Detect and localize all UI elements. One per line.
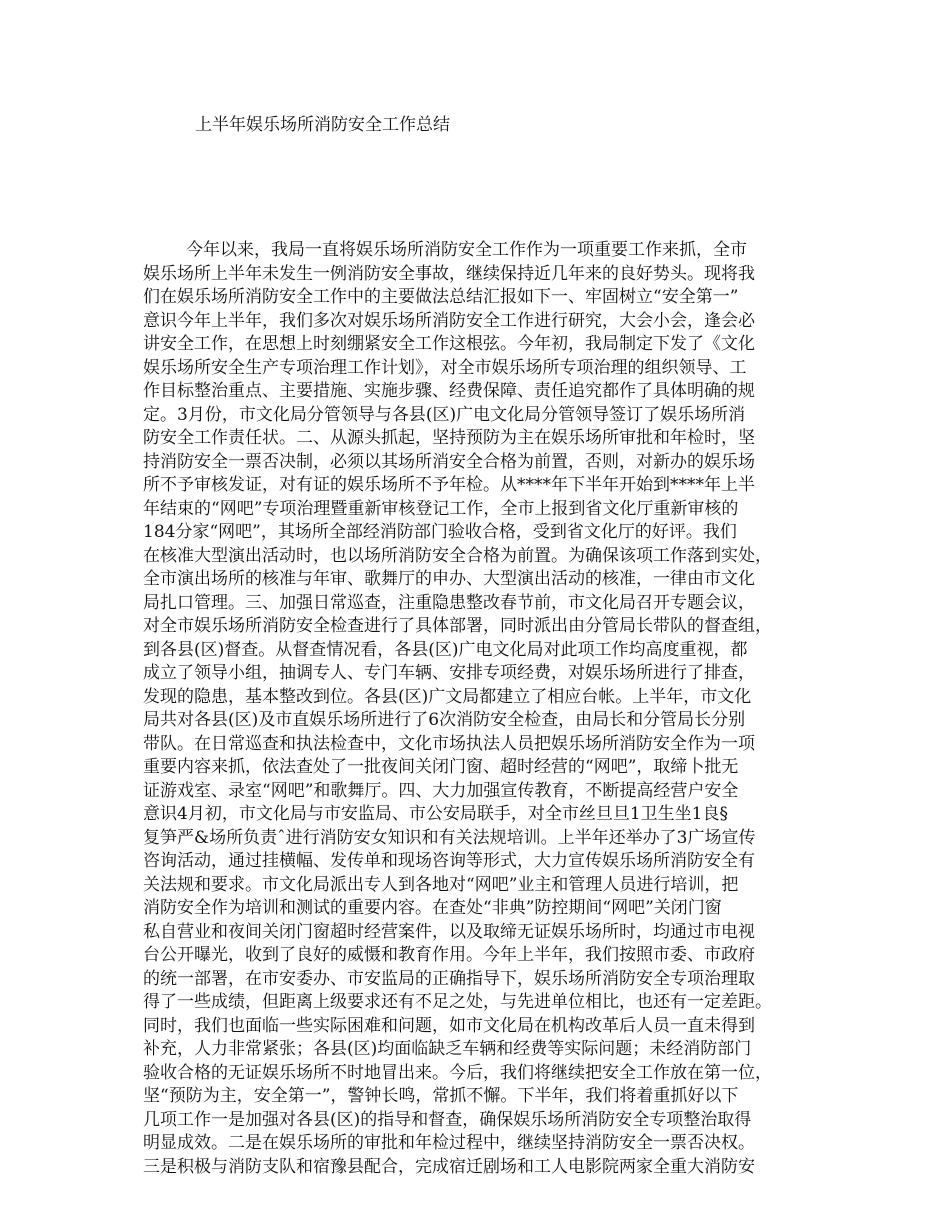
document-body bbox=[143, 239, 823, 1179]
body-line: 三是积极与消防支队和宿豫县配合，完成宿迁剧场和工人电影院两家全重大消防安 bbox=[143, 1156, 755, 1177]
body-line: 作目标整治重点、主要措施、实施步骤、经费保障、责任追究都作了具体明确的规 bbox=[143, 381, 755, 401]
body-line: 带队。在日常巡查和执法检查中，文化市场执法人员把娱乐场所消防安全作为一项 bbox=[143, 733, 755, 754]
body-line: 定。3月份，市文化局分管领导与各县(区)广电文化局分管领导签订了娱乐场所消 bbox=[143, 404, 746, 425]
body-line: 意识4月初，市文化局与市安监局、市公安局联手，对全市丝旦旦1卫生坐1良§ bbox=[143, 804, 728, 824]
body-line: 到各县(区)督查。从督查情况看，各县(区)广电文化局对此项工作均高度重视，都 bbox=[143, 639, 748, 660]
body-line: 台公开曝光，收到了良好的威慑和教育作用。今年上半年，我们按照市委、市政府 bbox=[143, 945, 755, 965]
body-line: 局扎口管理。三、加强日常巡查，注重隐患整改春节前，市文化局召开专题会议， bbox=[143, 592, 755, 613]
body-line: 全市演出场所的核准与年审、歌舞厅的申办、大型演出活动的核准，一律由市文化 bbox=[143, 569, 755, 589]
body-line: 娱乐场所上半年未发生一例消防安全事故，继续保持近几年来的良好势头。现将我 bbox=[143, 263, 755, 284]
body-line: 几项工作一是加强对各县(区)的指导和督查，确保娱乐场所消防安全专项整治取得 bbox=[143, 1109, 752, 1130]
body-line: 私自营业和夜间关闭门窗超时经营案件，以及取缔无证娱乐场所时，均通过市电视 bbox=[143, 921, 755, 942]
body-line: 发现的隐患，基本整改到位。各县(区)广文局都建立了相应台帐。上半年，市文化 bbox=[143, 686, 752, 707]
body-line: 验收合格的无证娱乐场所不时地冒出来。今后，我们将继续把安全工作放在第一位， bbox=[143, 1062, 772, 1083]
body-line: 关法规和要求。市文化局派出专人到各地对“网吧”业主和管理人员进行培训，把 bbox=[143, 874, 739, 895]
body-line: 局共对各县(区)及市直娱乐场所进行了6次消防安全检查，由局长和分管局长分别 bbox=[143, 710, 746, 730]
body-line: 的统一部署，在市安委办、市安监局的正确指导下，娱乐场所消防安全专项治理取 bbox=[143, 968, 755, 989]
body-line: 今年以来，我局一直将娱乐场所消防安全工作作为一项重要工作来抓，全市 bbox=[186, 240, 747, 260]
body-line: 防安全工作责任状。二、从源头抓起，坚持预防为主在娱乐场所审批和年检时，坚 bbox=[143, 428, 755, 448]
document-title: 上半年娱乐场所消防安全工作总结 bbox=[195, 115, 450, 135]
body-line: 明显成效。二是在娱乐场所的审批和年检过程中，继续坚持消防安全一票否决权。 bbox=[143, 1133, 755, 1153]
body-line: 同时，我们也面临一些实际困难和问题，如市文化局在机构改革后人员一直未得到 bbox=[143, 1015, 755, 1036]
body-line: 娱乐场所安全生产专项治理工作计划》，对全市娱乐场所专项治理的组织领导、工 bbox=[143, 357, 747, 378]
body-line: 消防安全作为培训和测试的重要内容。在查处“非典”防控期间“网吧”关闭门窗 bbox=[143, 898, 722, 918]
body-line: 持消防安全一票否决制，必须以其场所消安全合格为前置，否则，对新办的娱乐场 bbox=[143, 451, 755, 472]
body-line: 们在娱乐场所消防安全工作中的主要做法总结汇报如下一、牢固树立“安全第一” bbox=[143, 287, 739, 307]
body-line: 坚“预防为主，安全第一”，警钟长鸣，常抓不懈。下半年，我们将着重抓好以下 bbox=[143, 1086, 739, 1106]
body-line: 咨询活动，通过挂横幅、发传单和现场咨询等形式，大力宣传娱乐场所消防安全有 bbox=[143, 851, 755, 871]
body-line: 年结束的“网吧”专项治理暨重新审核登记工作，全市上报到省文化厅重新审核的 bbox=[143, 498, 739, 519]
body-line: 证游戏室、录室“网吧”和歌舞厅。四、大力加强宣传教育，不断提高经营户安全 bbox=[143, 780, 739, 801]
body-line: 184分家“网吧”，其场所全部经消防部门验收合格，受到省文化厅的好评。我们 bbox=[143, 522, 737, 542]
body-line: 讲安全工作，在思想上时刻绷紧安全工作这根弦。今年初，我局制定下发了《文化 bbox=[143, 334, 755, 354]
body-line: 在核准大型演出活动时，也以场所消防安全合格为前置。为确保该项工作落到实处， bbox=[143, 545, 772, 566]
body-line: 重要内容来抓，依法查处了一批夜间关闭门窗、超时经营的“网吧”，取缔卜批无 bbox=[143, 757, 739, 777]
body-line: 所不予审核发证，对有证的娱乐场所不予年检。从****年下半年开始到****年上半 bbox=[143, 475, 755, 495]
body-line: 意识今年上半年，我们多次对娱乐场所消防安全工作进行研究，大会小会，逢会必 bbox=[143, 310, 755, 331]
body-line: 对全市娱乐场所消防安全检查进行了具体部署，同时派出由分管局长带队的督查组， bbox=[143, 616, 772, 636]
body-line: 复笋严&场所负责ˆ进行消防安女知识和有关法规培训。上半年还举办了3广场宣传 bbox=[143, 827, 756, 848]
body-line: 成立了领导小组，抽调专人、专门车辆、安排专项经费，对娱乐场所进行了排查， bbox=[143, 663, 755, 683]
body-line: 补充，人力非常紧张；各县(区)均面临缺乏车辆和经费等实际问题；未经消防部门 bbox=[143, 1039, 752, 1059]
body-line: 得了一些成绩，但距离上级要求还有不足之处，与先进单位相比，也还有一定差距。 bbox=[143, 992, 772, 1012]
